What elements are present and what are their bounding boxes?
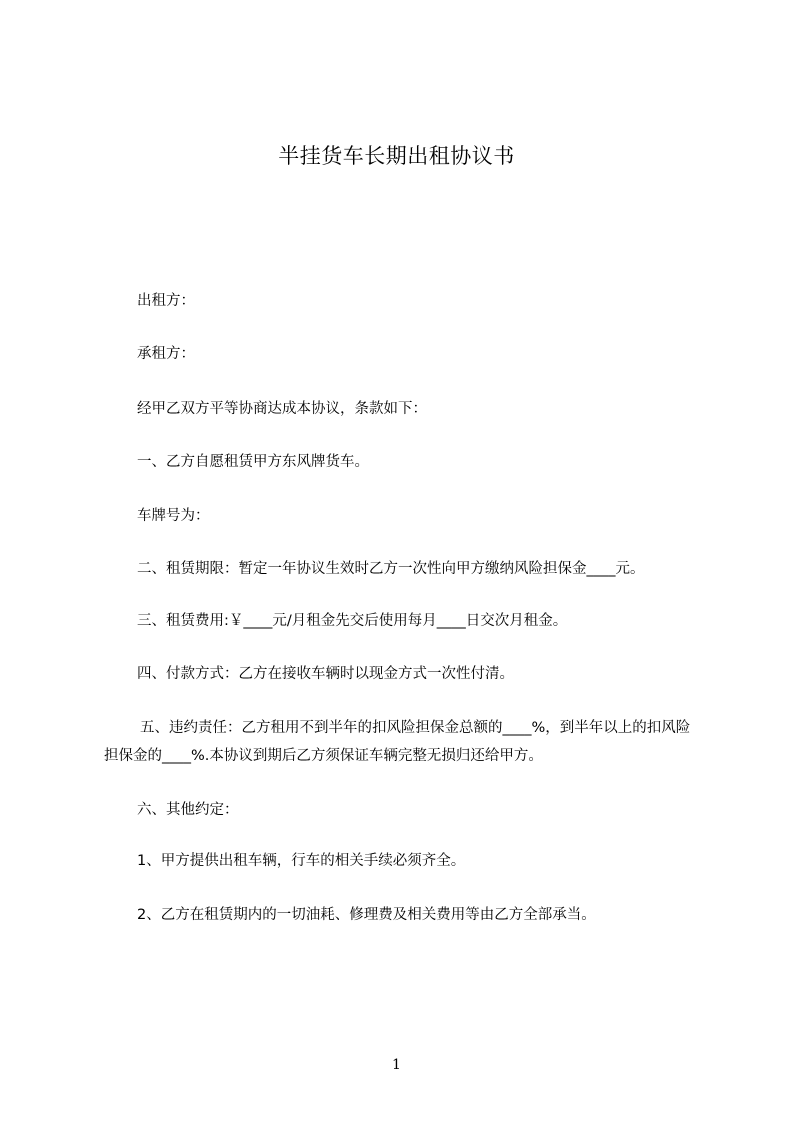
paragraph-lessee: 承租方： — [137, 346, 195, 362]
paragraph-clause-4: 四、付款方式：乙方在接收车辆时以现金方式一次性付清。 — [137, 666, 514, 682]
page-number: 1 — [392, 1057, 401, 1073]
paragraph-intro: 经甲乙双方平等协商达成本协议，条款如下： — [137, 401, 427, 417]
paragraph-other-2: 2、乙方在租赁期内的一切油耗、修理费及相关费用等由乙方全部承当。 — [137, 907, 596, 923]
paragraph-other-1: 1、甲方提供出租车辆，行车的相关手续必须齐全。 — [137, 853, 466, 869]
paragraph-lessor: 出租方： — [137, 293, 195, 309]
paragraph-plate-number: 车牌号为： — [137, 508, 210, 524]
paragraph-clause-1: 一、乙方自愿租赁甲方东风牌货车。 — [137, 454, 369, 470]
paragraph-clause-3: 三、租赁费用:￥____元/月租金先交后使用每月____日交次月租金。 — [137, 613, 568, 629]
paragraph-clause-5: 五、违约责任：乙方租用不到半年的扣风险担保金总额的____%，到半年以上的扣风险担保金的____%.本协议到期后乙方须保证车辆完整无损归还给甲方。 — [104, 720, 691, 764]
document-title: 半挂货车长期出租协议书 — [278, 144, 515, 168]
paragraph-clause-2: 二、租赁期限：暂定一年协议生效时乙方一次性向甲方缴纳风险担保金____元。 — [137, 561, 645, 577]
paragraph-clause-6: 六、其他约定： — [137, 802, 239, 818]
